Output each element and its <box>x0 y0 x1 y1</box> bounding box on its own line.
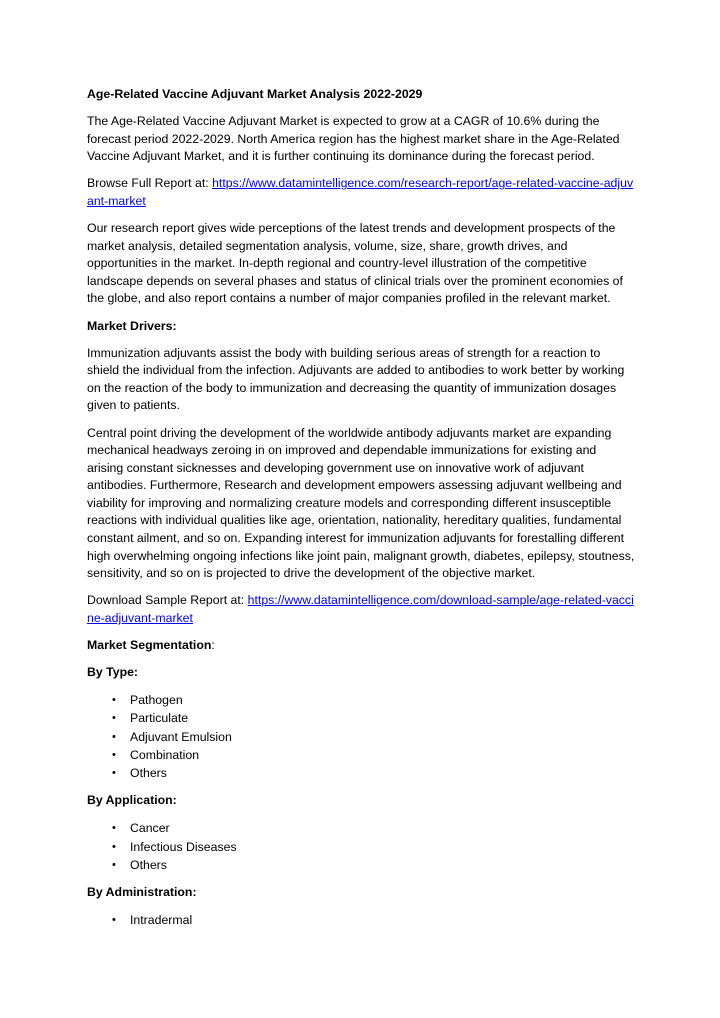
list-item: • Pathogen <box>87 691 635 709</box>
by-type-heading: By Type: <box>87 665 139 680</box>
bullet-icon: • <box>112 694 116 707</box>
by-application-list <box>87 819 635 874</box>
list-item: • Combination <box>87 746 635 764</box>
bullet-icon: • <box>112 840 116 853</box>
by-administration-list <box>87 911 635 929</box>
bullet-icon: • <box>112 822 116 835</box>
market-segmentation-heading <box>87 637 635 655</box>
list-item: • Particulate <box>87 709 635 727</box>
bullet-icon: • <box>112 748 116 761</box>
bullet-icon: • <box>112 730 116 743</box>
list-item: • Others <box>87 764 635 782</box>
document-title: Age-Related Vaccine Adjuvant Market Analysis 2022-2029 <box>87 87 423 101</box>
list-item: • Cancer <box>87 819 635 837</box>
document-page <box>87 86 635 939</box>
download-sample-line <box>87 592 635 627</box>
intro-paragraph: The Age-Related Vaccine Adjuvant Market is expected to grow at a CAGR of 10.6% during the forecast period 2022-2029. North America region has the highest market share in the Age-Related Vaccine Adjuvant Market, and it is further continuing its dominance during the forecast period. <box>87 114 620 164</box>
segmentation-heading-colon: : <box>211 638 215 653</box>
bullet-icon: • <box>112 858 116 871</box>
by-type-list <box>87 691 635 782</box>
download-sample-label: Download Sample Report at: <box>87 593 248 608</box>
download-sample-link[interactable]: https://www.datamintelligence.com/download-sample/age-related-vaccine-adjuvant-market <box>87 593 634 625</box>
browse-report-label: Browse Full Report at: <box>87 176 213 191</box>
list-item: • Infectious Diseases <box>87 838 635 856</box>
market-drivers-heading: Market Drivers: <box>87 318 177 333</box>
bullet-icon: • <box>112 767 116 780</box>
segmentation-heading-text: Market Segmentation <box>87 638 212 653</box>
research-paragraph: Our research report gives wide perceptions of the latest trends and development prospects of the market analysis, detailed segmentation analysis, volume, size, share, growth drives, and opportunities in the market. In-depth regional and country-level illustration of the competitive landscape depends on several phases and status of clinical trials over the prominent economies of the globe, and also report contains a number of major companies profiled in the relevant market. <box>87 221 623 306</box>
drivers-paragraph-1: Immunization adjuvants assist the body with building serious areas of strength for a reaction to shield the individual from the infection. Adjuvants are added to antibodies to work better by working on the reaction of the body to immunization and decreasing the quantity of immunization dosages given to patients. <box>87 345 625 413</box>
list-item: • Others <box>87 856 635 874</box>
browse-report-link[interactable]: https://www.datamintelligence.com/research-report/age-related-vaccine-adjuvant-market <box>87 176 634 208</box>
bullet-icon: • <box>112 712 116 725</box>
list-item: • Intradermal <box>87 911 635 929</box>
browse-report-line <box>87 175 635 210</box>
bullet-icon: • <box>112 914 116 927</box>
by-administration-heading: By Administration: <box>87 884 197 899</box>
list-item: • Adjuvant Emulsion <box>87 728 635 746</box>
drivers-paragraph-2: Central point driving the development of the worldwide antibody adjuvants market are expanding mechanical headways zeroing in on improved and dependable immunizations for existing and arising constant sicknesses and developing government use on innovative work of adjuvant antibodies. Furthermore, Research and development empowers assessing adjuvant wellbeing and viability for improving and normalizing creature models and corresponding different insusceptible reactions with individual qualities like age, orientation, nationality, hereditary qualities, fundamental constant ailment, and so on. Expanding interest for immunization adjuvants for forestalling different high overwhelming ongoing infections like joint pain, malignant growth, diabetes, epilepsy, stoutness, sensitivity, and so on is projected to drive the development of the objective market. <box>87 425 635 581</box>
by-application-heading: By Application: <box>87 793 177 808</box>
